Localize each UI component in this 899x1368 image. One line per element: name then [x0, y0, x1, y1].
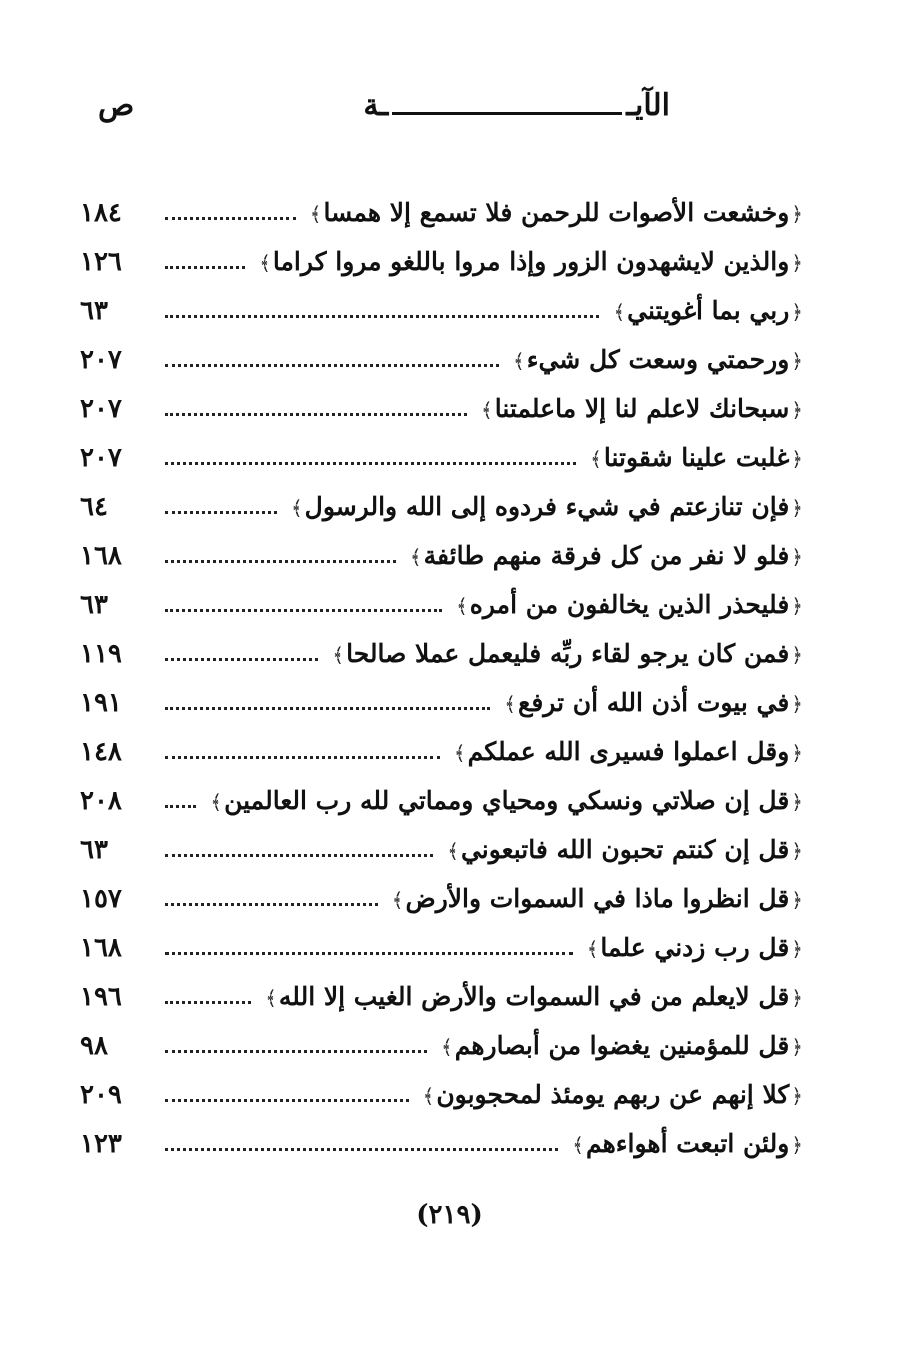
entry-page-number: ١٦٨	[80, 932, 122, 963]
ornate-bracket-open: ﴿	[791, 692, 803, 716]
title-elongation-line	[392, 112, 622, 115]
entry-page-number: ١٦٨	[80, 540, 122, 571]
entry-page-number: ٢٠٧	[80, 442, 122, 473]
entry-verse	[479, 394, 805, 423]
entry-verse	[585, 933, 805, 962]
verse-text: وخشعت الأصوات للرحمن فلا تسمع إلا همسا	[323, 198, 790, 227]
column-title-verse	[363, 88, 670, 123]
ornate-bracket-open: ﴿	[791, 251, 803, 275]
index-entry	[80, 825, 805, 874]
index-entry	[80, 237, 805, 286]
ornate-bracket-close: ﴾	[210, 790, 223, 814]
dot-leader	[165, 658, 318, 661]
entry-page-number: ٢٠٨	[80, 785, 122, 816]
index-entry	[80, 727, 805, 776]
index-entry	[80, 1021, 805, 1070]
ornate-bracket-close: ﴾	[453, 741, 466, 765]
ornate-bracket-open: ﴿	[791, 545, 803, 569]
dot-leader	[165, 1050, 427, 1053]
ornate-bracket-close: ﴾	[259, 251, 271, 275]
dot-leader	[165, 952, 573, 955]
dot-leader	[165, 1099, 409, 1102]
verse-index-list	[80, 188, 805, 1168]
dot-leader	[165, 315, 599, 318]
dot-leader	[165, 756, 440, 759]
entry-page-number: ٦٣	[80, 834, 108, 865]
index-entry	[80, 335, 805, 384]
index-entry	[80, 384, 805, 433]
page-header	[80, 88, 805, 138]
ornate-bracket-close: ﴾	[513, 349, 525, 373]
entry-page-number: ١٩٦	[80, 981, 122, 1012]
entry-page-number: ١٤٨	[80, 736, 122, 767]
ornate-bracket-open: ﴿	[791, 594, 803, 618]
entry-verse	[330, 639, 805, 668]
index-entry	[80, 972, 805, 1021]
verse-text: قل للمؤمنين يغضوا من أبصارهم	[454, 1031, 790, 1060]
verse-text: كلا إنهم عن ربهم يومئذ لمحجوبون	[436, 1080, 790, 1109]
verse-text: غلبت علينا شقوتنا	[603, 443, 790, 472]
index-entry	[80, 629, 805, 678]
ornate-bracket-open: ﴿	[791, 300, 803, 324]
verse-text: قل انظروا ماذا في السموات والأرض	[405, 884, 790, 913]
dot-leader	[165, 560, 396, 563]
ornate-bracket-open: ﴿	[791, 986, 803, 1010]
ornate-bracket-close: ﴾	[441, 1035, 453, 1059]
ornate-bracket-close: ﴾	[447, 839, 459, 863]
verse-text: قل إن صلاتي ونسكي ومحياي ومماتي لله رب العالمين	[224, 786, 790, 815]
index-entry	[80, 531, 805, 580]
entry-verse	[390, 884, 805, 913]
entry-page-number: ١٩١	[80, 687, 122, 718]
dot-leader	[165, 609, 442, 612]
entry-verse	[439, 1031, 805, 1060]
dot-leader	[165, 903, 378, 906]
ornate-bracket-close: ﴾	[309, 202, 322, 226]
column-title-end: ـة	[363, 88, 389, 123]
entry-page-number: ٢٠٧	[80, 393, 122, 424]
verse-text: ربي بما أغويتني	[627, 296, 790, 325]
dot-leader	[165, 854, 433, 857]
dot-leader	[165, 511, 277, 514]
ornate-bracket-close: ﴾	[613, 300, 626, 324]
index-entry	[80, 580, 805, 629]
dot-leader	[165, 1001, 251, 1004]
verse-text: فمن كان يرجو لقاء ربِّه فليعمل عملا صالحا	[346, 639, 790, 668]
entry-verse	[588, 443, 805, 472]
entry-verse	[421, 1080, 805, 1109]
column-title-start: الآيـ	[626, 88, 670, 123]
ornate-bracket-close: ﴾	[481, 398, 493, 422]
verse-text: سبحانك لاعلم لنا إلا ماعلمتنا	[494, 394, 790, 423]
entry-verse	[502, 688, 805, 717]
entry-page-number: ٦٣	[80, 589, 108, 620]
verse-text: قل لايعلم من في السموات والأرض الغيب إلا الله	[278, 982, 790, 1011]
entry-verse	[445, 835, 805, 864]
ornate-bracket-open: ﴿	[791, 447, 803, 471]
entry-page-number: ١١٩	[80, 638, 122, 669]
index-entry	[80, 923, 805, 972]
entry-verse	[454, 590, 805, 619]
entry-page-number: ١٨٤	[80, 197, 122, 228]
ornate-bracket-open: ﴿	[791, 1133, 803, 1157]
index-entry	[80, 286, 805, 335]
entry-page-number: ٦٣	[80, 295, 108, 326]
index-entry	[80, 188, 805, 237]
ornate-bracket-open: ﴿	[791, 202, 803, 226]
ornate-bracket-open: ﴿	[791, 496, 803, 520]
verse-text: قل رب زدني علما	[600, 933, 790, 962]
entry-page-number: ١٢٦	[80, 246, 122, 277]
entry-verse	[452, 737, 805, 766]
ornate-bracket-open: ﴿	[791, 888, 803, 912]
ornate-bracket-open: ﴿	[791, 790, 803, 814]
ornate-bracket-open: ﴿	[791, 839, 803, 863]
index-entry	[80, 482, 805, 531]
entry-verse	[570, 1129, 805, 1158]
verse-text: والذين لايشهدون الزور وإذا مروا باللغو مروا كراما	[272, 247, 790, 276]
verse-text: فليحذر الذين يخالفون من أمره	[469, 590, 790, 619]
entry-verse	[263, 982, 805, 1011]
ornate-bracket-close: ﴾	[590, 447, 602, 471]
entry-page-number: ٦٤	[80, 491, 108, 522]
dot-leader	[165, 364, 499, 367]
verse-text: ورحمتي وسعت كل شيء	[526, 345, 790, 374]
ornate-bracket-close: ﴾	[456, 594, 468, 618]
dot-leader	[165, 462, 576, 465]
verse-text: فإن تنازعتم في شيء فردوه إلى الله والرسول	[304, 492, 790, 521]
ornate-bracket-open: ﴿	[791, 937, 803, 961]
verse-text: وقل اعملوا فسيرى الله عملكم	[467, 737, 790, 766]
entry-verse	[511, 345, 805, 374]
ornate-bracket-close: ﴾	[409, 545, 422, 569]
ornate-bracket-close: ﴾	[391, 888, 404, 912]
entry-page-number: ١٢٣	[80, 1128, 122, 1159]
ornate-bracket-close: ﴾	[586, 937, 599, 961]
ornate-bracket-close: ﴾	[422, 1084, 435, 1108]
verse-text: ولئن اتبعت أهواءهم	[585, 1129, 790, 1158]
entry-page-number: ١٥٧	[80, 883, 122, 914]
index-entry	[80, 874, 805, 923]
page-number-footer: (٢١٩)	[416, 1200, 483, 1230]
ornate-bracket-open: ﴿	[791, 643, 803, 667]
column-title-page: ص	[98, 88, 135, 123]
ornate-bracket-open: ﴿	[791, 741, 803, 765]
dot-leader	[165, 805, 196, 808]
dot-leader	[165, 266, 245, 269]
ornate-bracket-close: ﴾	[572, 1133, 584, 1157]
verse-text: فلو لا نفر من كل فرقة منهم طائفة	[423, 541, 790, 570]
ornate-bracket-open: ﴿	[791, 349, 803, 373]
entry-verse	[257, 247, 805, 276]
entry-verse	[289, 492, 805, 521]
ornate-bracket-close: ﴾	[504, 692, 517, 716]
dot-leader	[165, 1148, 558, 1151]
entry-page-number: ٢٠٩	[80, 1079, 122, 1110]
dot-leader	[165, 217, 296, 220]
entry-verse	[208, 786, 805, 815]
index-entry	[80, 1070, 805, 1119]
ornate-bracket-open: ﴿	[791, 398, 803, 422]
entry-verse	[308, 198, 805, 227]
ornate-bracket-open: ﴿	[791, 1084, 803, 1108]
index-entry	[80, 776, 805, 825]
ornate-bracket-open: ﴿	[791, 1035, 803, 1059]
entry-verse	[408, 541, 805, 570]
index-entry	[80, 433, 805, 482]
dot-leader	[165, 413, 467, 416]
entry-verse	[611, 296, 805, 325]
entry-page-number: ٩٨	[80, 1030, 108, 1061]
verse-text: قل إن كنتم تحبون الله فاتبعوني	[460, 835, 790, 864]
entry-page-number: ٢٠٧	[80, 344, 122, 375]
index-entry	[80, 678, 805, 727]
ornate-bracket-close: ﴾	[332, 643, 345, 667]
dot-leader	[165, 707, 490, 710]
index-entry	[80, 1119, 805, 1168]
verse-text: في بيوت أذن الله أن ترفع	[518, 688, 790, 717]
ornate-bracket-close: ﴾	[265, 986, 277, 1010]
ornate-bracket-close: ﴾	[290, 496, 303, 520]
